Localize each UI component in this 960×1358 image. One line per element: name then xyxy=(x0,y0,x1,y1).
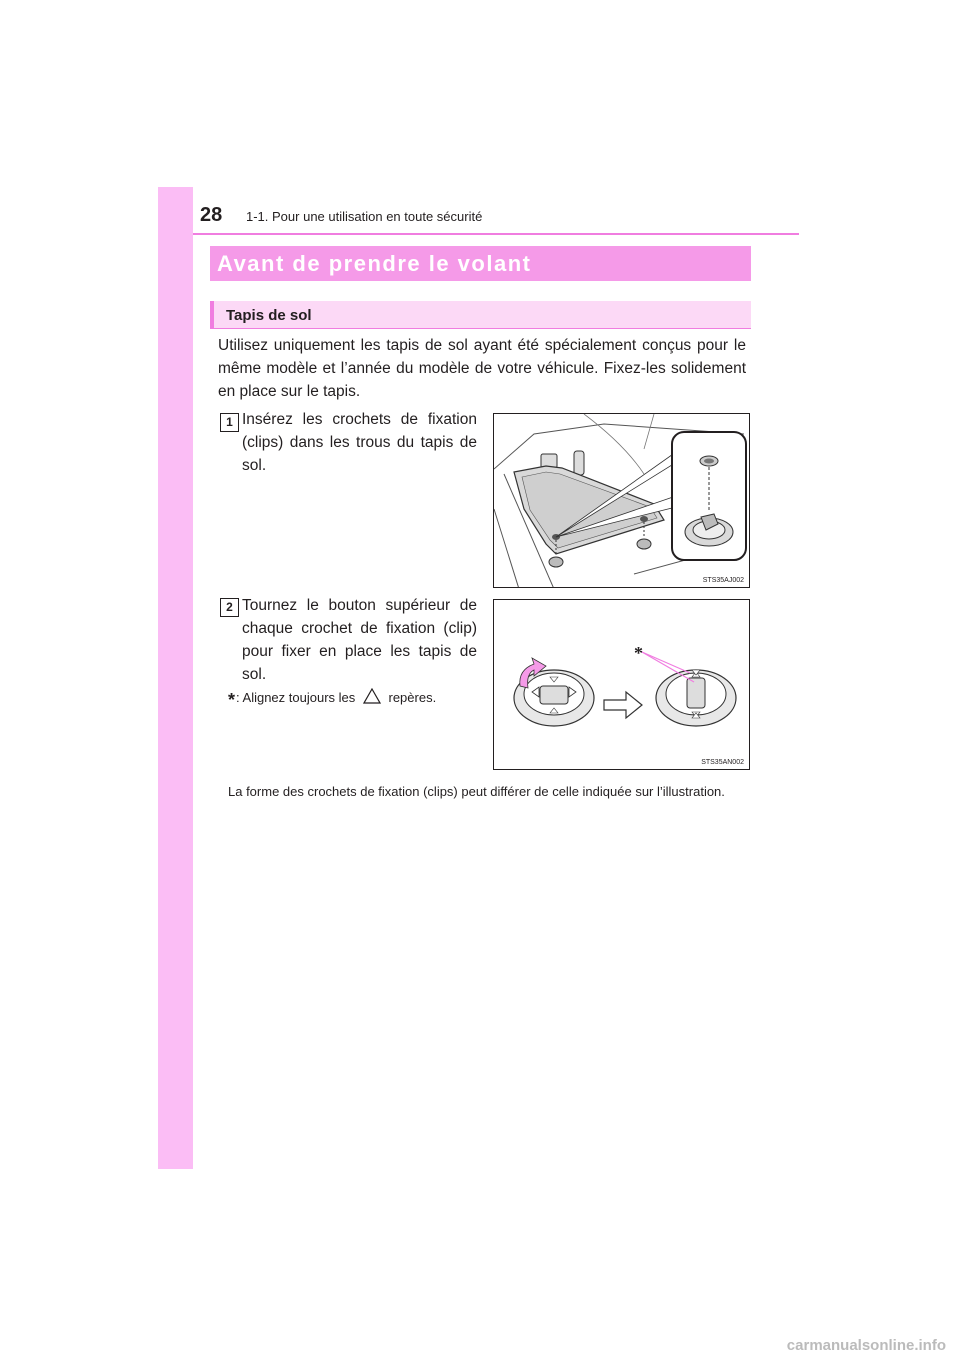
chapter-sidebar xyxy=(158,187,193,1169)
note-text-after: repères. xyxy=(388,690,437,705)
figure-code: STS35AN002 xyxy=(701,759,744,766)
footer-watermark: carmanualsonline.info xyxy=(786,1337,946,1354)
step-number-1: 1 xyxy=(220,413,239,432)
figure-asterisk: * xyxy=(634,643,643,663)
step-2-text: Tournez le bouton supérieur de chaque crochet de fixation (clip) pour fixer en place les tapis de sol. xyxy=(242,597,477,683)
note-asterisk: * xyxy=(228,690,236,710)
floor-mat-illustration xyxy=(493,413,750,588)
section-title: Avant de prendre le volant xyxy=(217,251,532,276)
subsection-divider xyxy=(210,328,751,329)
page-number: 28 xyxy=(200,204,223,226)
intro-paragraph: Utilisez uniquement les tapis de sol ayant été spécialement conçus pour le même modèle et l’année du modèle de votre véhicule. Fixez-les solidement en place sur le tapis. xyxy=(218,337,746,400)
step-number-2: 2 xyxy=(220,598,239,617)
alignment-note xyxy=(228,688,436,711)
floor-mat-drawing xyxy=(494,414,750,588)
figure-code: STS35AJ002 xyxy=(702,577,744,584)
clip-rotation-drawing xyxy=(494,600,750,770)
header-divider xyxy=(193,233,799,235)
triangle-mark-icon xyxy=(363,688,381,704)
illustration-footnote: La forme des crochets de fixation (clips) peut différer de celle indiquée sur l’illustration. xyxy=(228,784,725,799)
subsection-title: Tapis de sol xyxy=(226,307,312,324)
note-text-before: : Alignez toujours les xyxy=(236,690,356,705)
clip-rotation-illustration xyxy=(493,599,750,770)
running-header: 1-1. Pour une utilisation en toute sécurité xyxy=(246,209,483,224)
step-1-text: Insérez les crochets de fixation (clips) dans les trous du tapis de sol. xyxy=(242,411,477,474)
